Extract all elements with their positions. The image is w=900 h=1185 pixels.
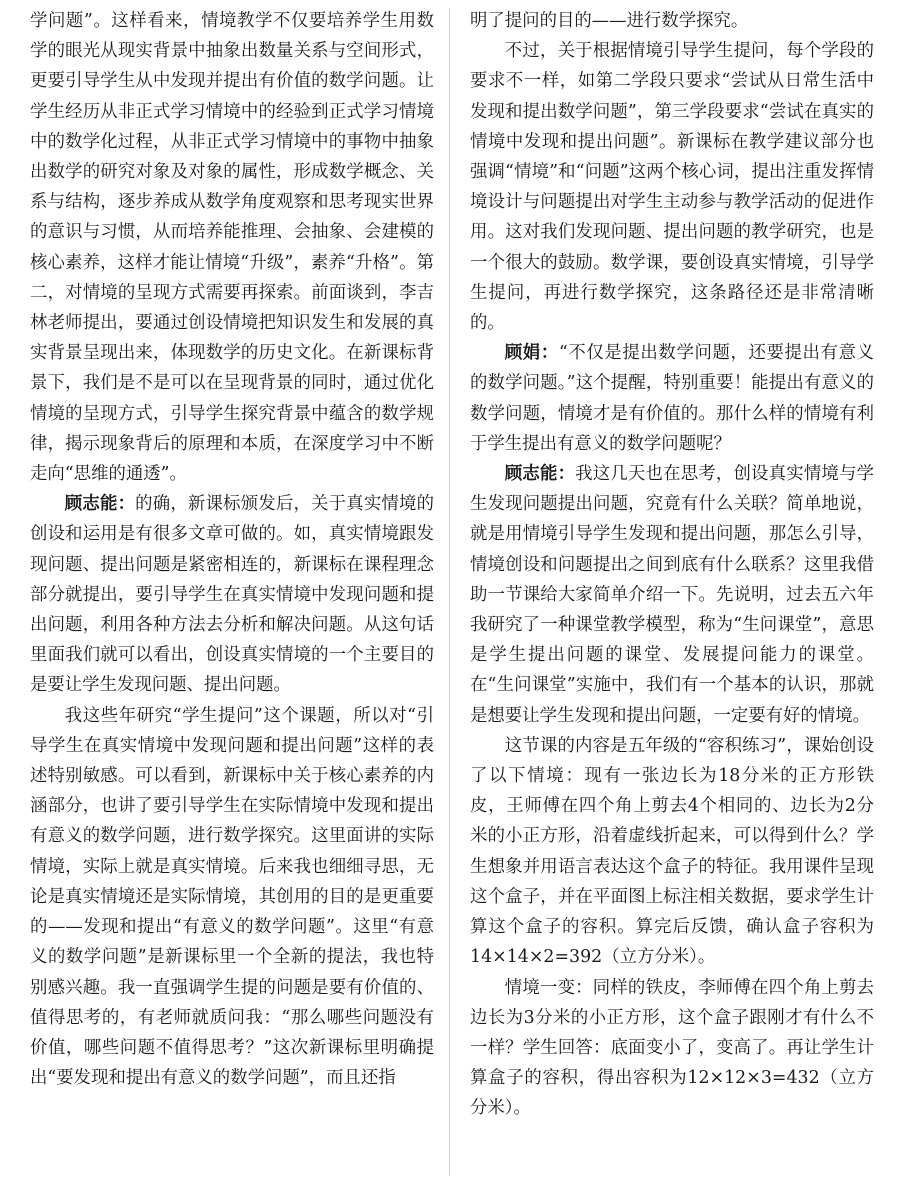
paragraph-text: 我这几天也在思考，创设真实情境与学生发现问题提出问题，究竟有什么关联？简单地说，就是用情境引导学生发现和提出问题，那怎么引导，情境创设和问题提出之间到底有什么联系？这里我借助一节课给大家简单介绍一下。先说明，过去五六年我研究了一种课堂教学模型，称为“生问课堂”，意思是学生提出问题的课堂、发展提问能力的课堂。在“生问课堂”实施中，我们有一个基本的认识，那就是想要让学生发现和提出问题，一定要有好的情境。 — [470, 464, 874, 726]
paragraph: 这节课的内容是五年级的“容积练习”，课始创设了以下情境：现有一张边长为18分米的正方形铁皮，王师傅在四个角上剪去4个相同的、边长为2分米的小正方形，沿着虚线折起来，可以得到什么？学生想象并用语言表达这个盒子的特征。我用课件呈现这个盒子，并在平面图上标注相关数据，要求学生计算这个盒子的容积。算完后反馈，确认盒子容积为14×14×2=392（立方分米）。 — [470, 735, 874, 968]
speaker-name: 顾娟： — [504, 343, 559, 364]
paragraph: 我这些年研究“学生提问”这个课题，所以对“引导学生在真实情境中发现问题和提出问题”这样的表述特别敏感。可以看到，新课标中关于核心素养的内涵部分，也讲了要引导学生在实际情境中发现和提出有意义的数学问题，进行数学探究。这里面讲的实际情境，实际上就是真实情境。后来我也细细寻思，无论是真实情境还是实际情境，其创用的目的是更重要的——发现和提出“有意义的数学问题”。这里“有意义的数学问题”是新课标里一个全新的提法，我也特别感兴趣。我一直强调学生提的问题是要有价值的、值得思考的，有老师就质问我：“那么哪些问题没有价值，哪些问题不值得思考？”这次新课标里明确提出“要发现和提出有意义的数学问题”，而且还指 — [30, 705, 434, 1089]
paragraph — [470, 338, 874, 459]
speaker-name: 顾志能： — [64, 494, 136, 515]
paragraph: 学问题”。这样看来，情境教学不仅要培养学生用数学的眼光从现实背景中抽象出数量关系与空间形式，更要引导学生从中发现并提出有价值的数学问题。让学生经历从非正式学习情境中的经验到正式学习情境中的数学化过程，从非正式学习情境中的事物中抽象出数学的研究对象及对象的属性，形成数学概念、关系与结构，逐步养成从数学角度观察和思考现实世界的意识与习惯，从而培养能推理、会抽象、会建模的核心素养，这样才能让情境“升级”，素养“升格”。第二，对情境的呈现方式需要再探索。前面谈到，李吉林老师提出，要通过创设情境把知识发生和发展的真实背景呈现出来，体现数学的历史文化。在新课标背景下，我们是不是可以在呈现背景的同时，通过优化情境的呈现方式，引导学生探究背景中蕴含的数学规律，揭示现象背后的原理和本质，在深度学习中不断走向“思维的通透”。 — [30, 11, 434, 485]
left-column — [30, 6, 434, 1185]
paragraph-text: 的确，新课标颁发后，关于真实情境的创设和运用是有很多文章可做的。如，真实情境跟发现问题、提出问题是紧密相连的，新课标在课程理念部分就提出，要引导学生在真实情境中发现问题和提出问题，利用各种方法去分析和解决问题。从这句话里面我们就可以看出，创设真实情境的一个主要目的是要让学生发现问题、提出问题。 — [30, 494, 434, 696]
right-column — [470, 6, 874, 1185]
paragraph — [470, 459, 874, 731]
paragraph: 明了提问的目的——进行数学探究。 — [470, 11, 749, 31]
paragraph-text: “不仅是提出数学问题，还要提出有意义的数学问题。”这个提醒，特别重要！能提出有意义的数学问题，情境才是有价值的。那什么样的情境有利于学生提出有意义的数学问题呢？ — [470, 343, 874, 454]
paragraph: 不过，关于根据情境引导学生提问，每个学段的要求不一样，如第二学段只要求“尝试从日常生活中发现和提出数学问题”，第三学段要求“尝试在真实的情境中发现和提出问题”。新课标在教学建议部分也强调“情境”和“问题”这两个核心词，提出注重发挥情境设计与问题提出对学生主动参与教学活动的促进作用。这对我们发现问题、提出问题的教学研究，也是一个很大的鼓励。数学课，要创设真实情境，引导学生提问，再进行数学探究，这条路径还是非常清晰的。 — [470, 41, 874, 334]
column-divider — [449, 8, 450, 1176]
paragraph — [30, 489, 434, 700]
paragraph: 情境一变：同样的铁皮，李师傅在四个角上剪去边长为3分米的小正方形，这个盒子跟刚才有什么不一样？学生回答：底面变小了，变高了。再让学生计算盒子的容积，得出容积为12×12×3=432（立方分米）。 — [470, 977, 874, 1119]
speaker-name: 顾志能： — [504, 464, 576, 485]
